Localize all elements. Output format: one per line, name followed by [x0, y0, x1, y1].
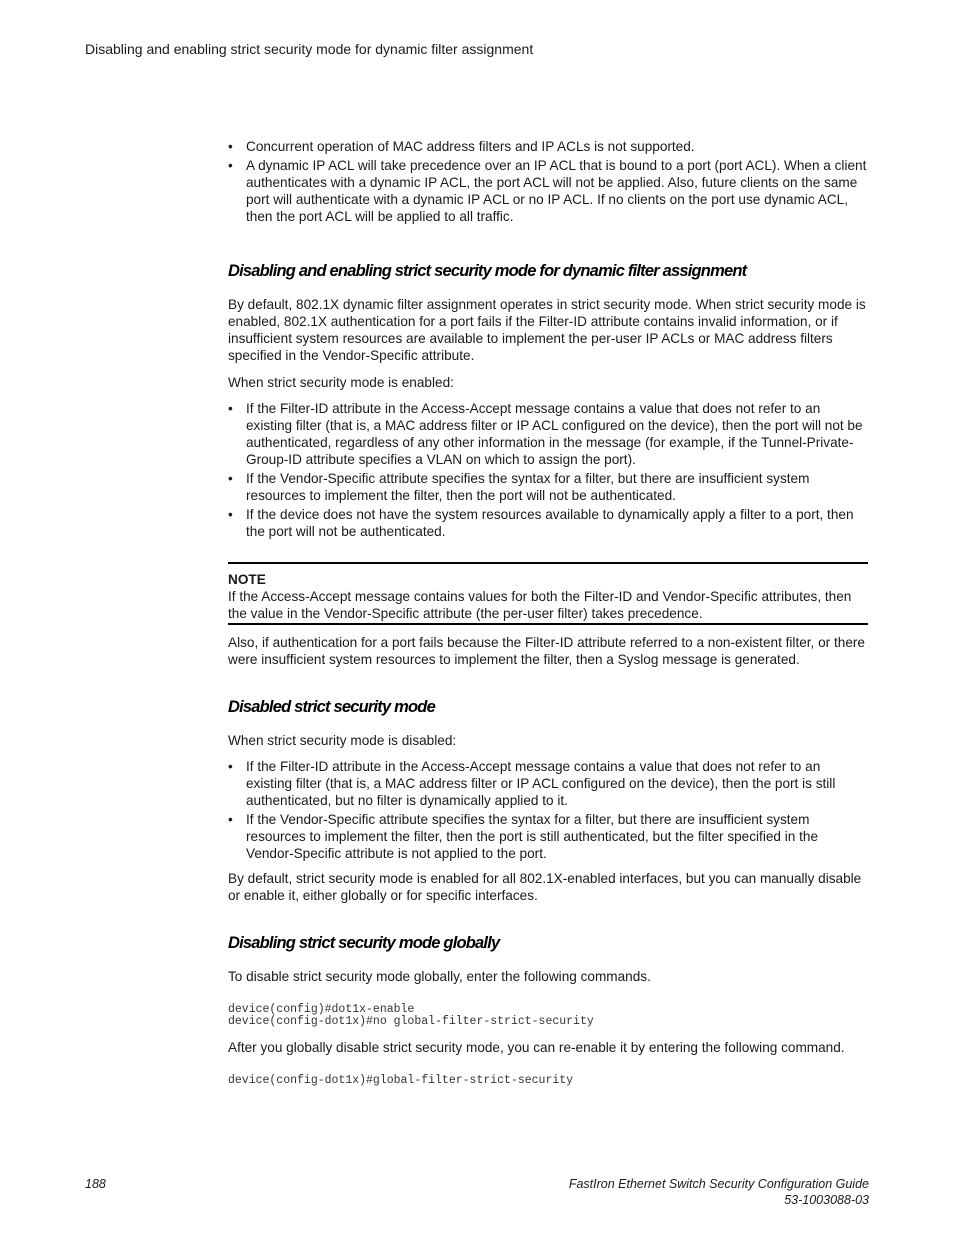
strict-disabled-bullet-list	[228, 758, 868, 862]
list-item: • If the Vendor-Specific attribute specifies the syntax for a filter, but there are insufficient system resources to implement the filter, then the port is still authenticated, but the filter specified in the Vendor-Specific attribute is not applied to the port.	[228, 811, 868, 862]
list-item: • If the device does not have the system resources available to dynamically apply a filter to a port, then the port will not be authenticated.	[228, 506, 868, 540]
list-item: • If the Filter-ID attribute in the Access-Accept message contains a value that does not refer to an existing filter (that is, a MAC address filter or IP ACL configured on the device), then the port is still authenticated, but no filter is dynamically applied to it.	[228, 758, 868, 809]
footer-doc-number: 53-1003088-03	[784, 1193, 869, 1207]
section-heading-strict-mode: Disabling and enabling strict security mode for dynamic filter assignment	[228, 262, 747, 280]
strict-enabled-bullet-list	[228, 400, 868, 540]
page-content	[228, 138, 868, 1087]
code-block: device(config)#dot1x-enable device(config-dot1x)#no global-filter-strict-security	[228, 1003, 594, 1028]
running-header: Disabling and enabling strict security mode for dynamic filter assignment	[85, 41, 534, 57]
paragraph: After you globally disable strict security mode, you can re-enable it by entering the following command.	[228, 1040, 845, 1055]
note-title: NOTE	[228, 572, 266, 587]
paragraph: To disable strict security mode globally, enter the following commands.	[228, 969, 651, 984]
footer-doc-title: FastIron Ethernet Switch Security Configuration Guide	[568, 1177, 869, 1191]
paragraph: Also, if authentication for a port fails because the Filter-ID attribute referred to a non-existent filter, or there were insufficient system resources to implement the filter, then a Syslog message is generated.	[228, 635, 865, 667]
list-item: • Concurrent operation of MAC address filters and IP ACLs is not supported.	[228, 138, 868, 155]
section-heading-disable-globally: Disabling strict security mode globally	[228, 934, 500, 952]
list-item: • If the Vendor-Specific attribute specifies the syntax for a filter, but there are insufficient system resources to implement the filter, then the port will not be authenticated.	[228, 470, 868, 504]
section-heading-disabled-mode: Disabled strict security mode	[228, 698, 435, 716]
intro-bullet-list	[228, 138, 868, 225]
note-box	[228, 562, 868, 625]
list-item: • A dynamic IP ACL will take precedence over an IP ACL that is bound to a port (port ACL). When a client authenticates with a dynamic IP ACL, the port ACL will not be applied. Also, future clients on the same port will authenticate with a dynamic IP ACL or no IP ACL. If no clients on the port use dynamic ACL, then the port ACL will be applied to all traffic.	[228, 157, 868, 225]
paragraph: When strict security mode is enabled:	[228, 375, 454, 390]
footer-doc-info	[569, 1176, 869, 1208]
paragraph: By default, strict security mode is enabled for all 802.1X-enabled interfaces, but you can manually disable or enable it, either globally or for specific interfaces.	[228, 871, 862, 903]
list-item: • If the Filter-ID attribute in the Access-Accept message contains a value that does not refer to an existing filter (that is, a MAC address filter or IP ACL configured on the device), then the port will not be authenticated, regardless of any other information in the message (for example, if the Tunnel-Private-Group-ID attribute specifies a VLAN on which to assign the port).	[228, 400, 868, 468]
note-text: If the Access-Accept message contains values for both the Filter-ID and Vendor-Specific attributes, then the value in the Vendor-Specific attribute (the per-user filter) takes precedence.	[228, 589, 852, 621]
page-number: 188	[85, 1177, 106, 1191]
code-block: device(config-dot1x)#global-filter-strict-security	[228, 1074, 574, 1087]
paragraph: When strict security mode is disabled:	[228, 733, 457, 748]
paragraph: By default, 802.1X dynamic filter assignment operates in strict security mode. When strict security mode is enabled, 802.1X authentication for a port fails if the Filter-ID attribute contains invalid information, or if insufficient system resources are available to implement the per-user IP ACLs or MAC address filters specified in the Vendor-Specific attribute.	[228, 297, 866, 363]
